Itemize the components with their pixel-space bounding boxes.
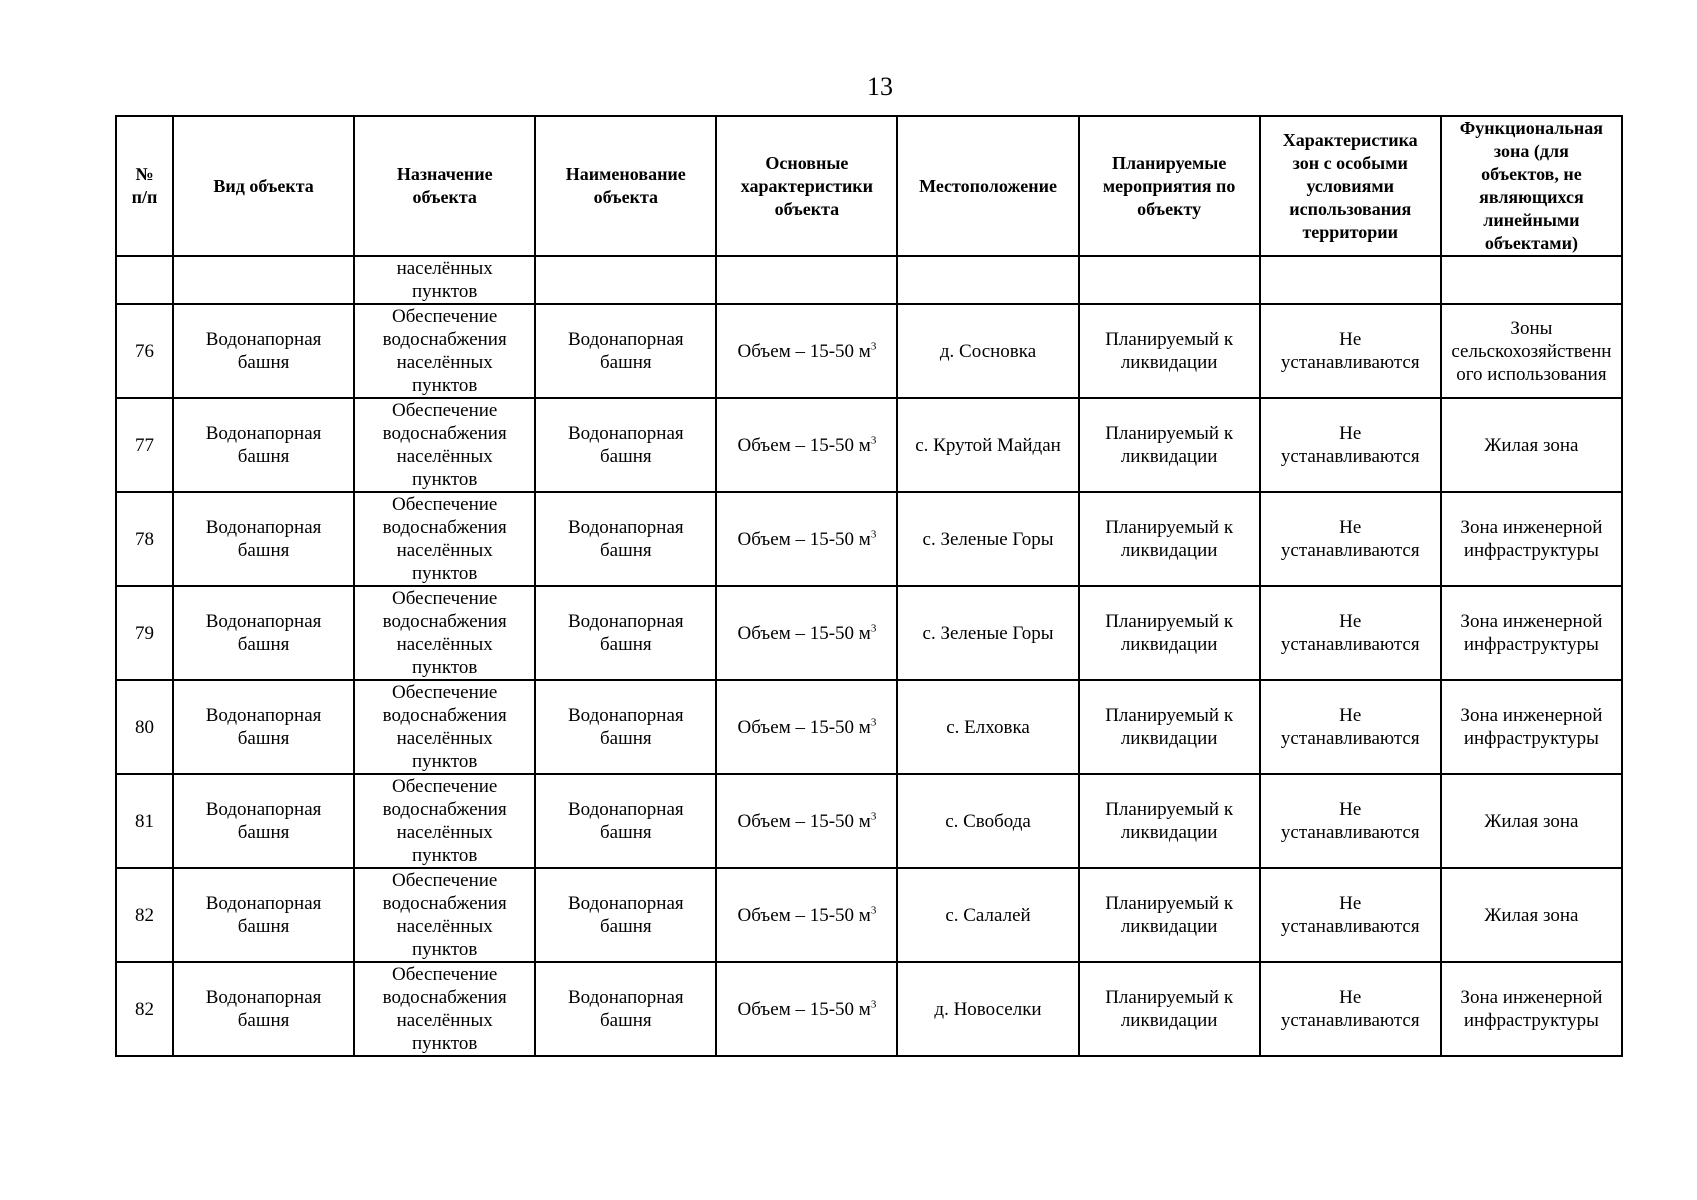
- cell-line: зон с особыми: [1292, 152, 1408, 173]
- cell-line: Водонапорная: [567, 517, 684, 538]
- cell-line: башня: [599, 728, 652, 749]
- cell-line: башня: [599, 1010, 652, 1031]
- table-row: [116, 586, 1622, 680]
- cell-line: Планируемый к: [1105, 423, 1234, 444]
- cell-line: Назначение: [396, 164, 493, 184]
- cell-line: объектами): [1484, 233, 1578, 253]
- cell-line: башня: [599, 446, 652, 467]
- cell-line: населённых: [396, 1010, 493, 1031]
- characteristics-text: Объем – 15-50 м: [737, 810, 871, 832]
- cell-line: Обеспечение: [392, 400, 498, 421]
- cell-line: пунктов: [412, 751, 478, 772]
- cell-line: Не: [1339, 987, 1362, 1008]
- cell-characteristics: [716, 492, 897, 586]
- unit-superscript: 3: [870, 528, 877, 541]
- cell-num: 78: [116, 492, 173, 586]
- cell-num: 82: [116, 868, 173, 962]
- cell-line: водоснабжения: [382, 799, 507, 820]
- cell-line: инфраструктуры: [1463, 540, 1599, 561]
- cell-line: башня: [599, 634, 652, 655]
- cell-name: [535, 680, 716, 774]
- cell-line: Характеристика: [1282, 129, 1418, 150]
- cell-type: [173, 256, 354, 304]
- cell-planned: [1079, 586, 1260, 680]
- header-type: [173, 116, 354, 256]
- cell-line: башня: [599, 540, 652, 561]
- cell-line: объектов, не: [1481, 164, 1582, 184]
- cell-line: объекта: [593, 187, 659, 207]
- cell-func-zone: [1441, 774, 1622, 868]
- cell-line: башня: [237, 446, 290, 467]
- cell-line: населённых: [396, 634, 493, 655]
- cell-line: Обеспечение: [392, 494, 498, 515]
- cell-line: водоснабжения: [382, 611, 507, 632]
- cell-line: Водонапорная: [205, 423, 322, 444]
- cell-line: сельскохозяйственн: [1451, 340, 1612, 362]
- cell-line: населённых: [396, 258, 493, 279]
- cell-line: инфраструктуры: [1463, 728, 1599, 749]
- cell-line: инфраструктуры: [1463, 1010, 1599, 1031]
- table-row: [116, 304, 1622, 398]
- cell-line: Планируемый к: [1105, 705, 1234, 726]
- cell-line: пунктов: [412, 845, 478, 866]
- characteristics-text: Объем – 15-50 м: [737, 716, 871, 738]
- cell-line: населённых: [396, 822, 493, 843]
- cell-line: п/п: [131, 187, 158, 207]
- cell-num: 80: [116, 680, 173, 774]
- cell-line: ликвидации: [1120, 1010, 1218, 1031]
- cell-line: Местоположение: [919, 175, 1057, 196]
- cell-line: устанавливаются: [1280, 634, 1420, 655]
- cell-characteristics: [716, 774, 897, 868]
- cell-line: башня: [237, 634, 290, 655]
- cell-line: Обеспечение: [392, 306, 498, 327]
- header-num: [116, 116, 173, 256]
- cell-line: устанавливаются: [1280, 916, 1420, 937]
- cell-func-zone: [1441, 586, 1622, 680]
- header-characteristics: [716, 116, 897, 256]
- cell-func-zone: [1441, 256, 1622, 304]
- cell-line: ликвидации: [1120, 634, 1218, 655]
- cell-line: Водонапорная: [567, 611, 684, 632]
- cell-line: Не: [1339, 705, 1362, 726]
- cell-func-zone: [1441, 492, 1622, 586]
- cell-line: Зона инженерной: [1460, 611, 1603, 632]
- cell-type: [173, 586, 354, 680]
- cell-line: башня: [237, 540, 290, 561]
- cell-line: пунктов: [412, 657, 478, 678]
- unit-superscript: 3: [870, 998, 877, 1011]
- cell-line: №: [135, 164, 154, 184]
- cell-line: Водонапорная: [205, 705, 322, 726]
- cell-num: 81: [116, 774, 173, 868]
- cell-purpose: [354, 492, 535, 586]
- cell-line: пунктов: [412, 939, 478, 960]
- cell-line: Не: [1339, 517, 1362, 538]
- cell-planned: [1079, 680, 1260, 774]
- cell-func-zone: [1441, 962, 1622, 1056]
- cell-func-zone: [1441, 398, 1622, 492]
- cell-type: [173, 492, 354, 586]
- characteristics-text: Объем – 15-50 м: [737, 622, 871, 644]
- cell-func-zone: [1441, 868, 1622, 962]
- header-func-zone: [1441, 116, 1622, 256]
- unit-superscript: 3: [870, 434, 877, 447]
- cell-line: Водонапорная: [567, 329, 684, 350]
- cell-line: устанавливаются: [1280, 446, 1420, 467]
- cell-line: водоснабжения: [382, 329, 507, 350]
- cell-line: Водонапорная: [567, 799, 684, 820]
- cell-purpose: [354, 680, 535, 774]
- objects-table: [115, 115, 1623, 1057]
- cell-line: устанавливаются: [1280, 352, 1420, 373]
- header-location: [897, 116, 1078, 256]
- characteristics-text: Объем – 15-50 м: [737, 434, 871, 456]
- cell-line: пунктов: [412, 469, 478, 490]
- cell-zones: [1260, 492, 1441, 586]
- header-zones: [1260, 116, 1441, 256]
- cell-type: [173, 962, 354, 1056]
- cell-type: [173, 868, 354, 962]
- cell-line: Зона инженерной: [1460, 987, 1603, 1008]
- cell-line: Основные: [765, 152, 849, 173]
- characteristics-text: Объем – 15-50 м: [737, 998, 871, 1020]
- cell-name: [535, 492, 716, 586]
- table-header-row: [116, 116, 1622, 256]
- cell-line: территории: [1302, 221, 1399, 242]
- cell-num: 76: [116, 304, 173, 398]
- cell-line: пунктов: [412, 281, 478, 302]
- cell-type: [173, 680, 354, 774]
- cell-zones: [1260, 586, 1441, 680]
- cell-line: Планируемый к: [1105, 893, 1234, 914]
- cell-planned: [1079, 398, 1260, 492]
- cell-location: д. Сосновка: [897, 304, 1078, 398]
- cell-line: населённых: [396, 540, 493, 561]
- cell-line: водоснабжения: [382, 517, 507, 538]
- cell-zones: [1260, 304, 1441, 398]
- cell-characteristics: [716, 962, 897, 1056]
- cell-line: населённых: [396, 446, 493, 467]
- cell-characteristics: [716, 868, 897, 962]
- cell-line: водоснабжения: [382, 987, 507, 1008]
- cell-line: башня: [237, 1010, 290, 1031]
- cell-line: устанавливаются: [1280, 728, 1420, 749]
- cell-line: Планируемые: [1111, 152, 1227, 173]
- unit-superscript: 3: [870, 716, 877, 729]
- cell-line: являющихся: [1479, 187, 1584, 207]
- table-row: [116, 398, 1622, 492]
- cell-planned: [1079, 962, 1260, 1056]
- cell-line: башня: [237, 822, 290, 843]
- cell-purpose: [354, 868, 535, 962]
- cell-location: с. Зеленые Горы: [897, 586, 1078, 680]
- cell-line: Водонапорная: [205, 893, 322, 914]
- cell-line: Обеспечение: [392, 776, 498, 797]
- header-planned: [1079, 116, 1260, 256]
- cell-line: устанавливаются: [1280, 822, 1420, 843]
- cell-line: ого использования: [1456, 363, 1607, 385]
- cell-line: населённых: [396, 916, 493, 937]
- cell-line: инфраструктуры: [1463, 634, 1599, 655]
- cell-characteristics: [716, 256, 897, 304]
- table-row: [116, 680, 1622, 774]
- cell-line: характеристики: [740, 175, 874, 196]
- cell-line: зона (для: [1493, 141, 1569, 161]
- cell-type: [173, 398, 354, 492]
- cell-zones: [1260, 868, 1441, 962]
- cell-line: ликвидации: [1120, 728, 1218, 749]
- cell-name: [535, 586, 716, 680]
- cell-line: Водонапорная: [567, 423, 684, 444]
- cell-line: Зона инженерной: [1460, 705, 1603, 726]
- unit-superscript: 3: [870, 810, 877, 823]
- cell-line: водоснабжения: [382, 705, 507, 726]
- cell-line: Обеспечение: [392, 964, 498, 985]
- cell-line: башня: [599, 352, 652, 373]
- cell-line: Вид объекта: [213, 175, 314, 196]
- characteristics-text: Объем – 15-50 м: [737, 904, 871, 926]
- cell-line: Планируемый к: [1105, 799, 1234, 820]
- cell-num: 82: [116, 962, 173, 1056]
- table-row: [116, 492, 1622, 586]
- cell-line: башня: [599, 822, 652, 843]
- cell-line: пунктов: [412, 1033, 478, 1054]
- cell-line: Наименование: [565, 164, 686, 184]
- cell-line: Планируемый к: [1105, 611, 1234, 632]
- cell-line: Зона инженерной: [1460, 517, 1603, 538]
- cell-purpose: [354, 774, 535, 868]
- cell-line: устанавливаются: [1280, 540, 1420, 561]
- cell-line: населённых: [396, 728, 493, 749]
- cell-characteristics: [716, 680, 897, 774]
- cell-planned: [1079, 774, 1260, 868]
- cell-characteristics: [716, 398, 897, 492]
- table-row: [116, 868, 1622, 962]
- cell-characteristics: [716, 304, 897, 398]
- cell-characteristics: [716, 586, 897, 680]
- characteristics-text: Объем – 15-50 м: [737, 528, 871, 550]
- cell-line: башня: [237, 916, 290, 937]
- cell-name: [535, 868, 716, 962]
- cell-line: Не: [1339, 893, 1362, 914]
- cell-zones: [1260, 962, 1441, 1056]
- cell-num: 79: [116, 586, 173, 680]
- cell-zones: [1260, 774, 1441, 868]
- cell-purpose: [354, 586, 535, 680]
- unit-superscript: 3: [870, 904, 877, 917]
- cell-line: пунктов: [412, 375, 478, 396]
- cell-line: условиями: [1306, 175, 1395, 196]
- cell-line: ликвидации: [1120, 916, 1218, 937]
- cell-line: Зоны: [1510, 317, 1553, 339]
- cell-line: Водонапорная: [205, 329, 322, 350]
- cell-line: устанавливаются: [1280, 1010, 1420, 1031]
- cell-name: [535, 398, 716, 492]
- cell-line: Водонапорная: [205, 611, 322, 632]
- cell-line: мероприятия по: [1102, 175, 1236, 196]
- cell-line: Водонапорная: [567, 987, 684, 1008]
- cell-line: Функциональная: [1459, 118, 1603, 138]
- cell-line: Жилая зона: [1484, 434, 1579, 456]
- cell-zones: [1260, 256, 1441, 304]
- cell-line: Жилая зона: [1484, 904, 1579, 926]
- cell-location: с. Крутой Майдан: [897, 398, 1078, 492]
- cell-line: башня: [237, 352, 290, 373]
- page-number: 13: [867, 72, 893, 101]
- cell-name: [535, 256, 716, 304]
- cell-line: башня: [237, 728, 290, 749]
- cell-line: Планируемый к: [1105, 517, 1234, 538]
- cell-line: Не: [1339, 799, 1362, 820]
- cell-purpose: [354, 304, 535, 398]
- cell-line: Обеспечение: [392, 682, 498, 703]
- cell-line: Не: [1339, 329, 1362, 350]
- cell-line: водоснабжения: [382, 893, 507, 914]
- table-row: [116, 962, 1622, 1056]
- cell-line: Водонапорная: [205, 987, 322, 1008]
- cell-purpose: [354, 398, 535, 492]
- cell-line: Не: [1339, 611, 1362, 632]
- cell-name: [535, 962, 716, 1056]
- cell-num: [116, 256, 173, 304]
- cell-line: Планируемый к: [1105, 987, 1234, 1008]
- cell-purpose: [354, 256, 535, 304]
- cell-func-zone: [1441, 304, 1622, 398]
- cell-location: [897, 256, 1078, 304]
- characteristics-text: Объем – 15-50 м: [737, 340, 871, 362]
- cell-type: [173, 774, 354, 868]
- cell-name: [535, 304, 716, 398]
- cell-line: Водонапорная: [205, 517, 322, 538]
- cell-line: использования: [1289, 198, 1412, 219]
- unit-superscript: 3: [870, 622, 877, 635]
- cell-location: с. Свобода: [897, 774, 1078, 868]
- cell-purpose: [354, 962, 535, 1056]
- cell-zones: [1260, 680, 1441, 774]
- cell-func-zone: [1441, 680, 1622, 774]
- cell-line: объекта: [412, 187, 477, 207]
- table-row: [116, 774, 1622, 868]
- cell-line: Водонапорная: [205, 799, 322, 820]
- cell-line: населённых: [396, 352, 493, 373]
- cell-planned: [1079, 492, 1260, 586]
- unit-superscript: 3: [870, 340, 877, 353]
- cell-location: с. Зеленые Горы: [897, 492, 1078, 586]
- cell-line: объекта: [774, 198, 840, 219]
- header-purpose: [354, 116, 535, 256]
- cell-location: д. Новоселки: [897, 962, 1078, 1056]
- cell-line: Обеспечение: [392, 870, 498, 891]
- cell-location: с. Салалей: [897, 868, 1078, 962]
- cell-line: Планируемый к: [1105, 329, 1234, 350]
- cell-planned: [1079, 868, 1260, 962]
- cell-line: Обеспечение: [392, 588, 498, 609]
- cell-line: Водонапорная: [567, 893, 684, 914]
- cell-planned: [1079, 256, 1260, 304]
- cell-line: башня: [599, 916, 652, 937]
- cell-line: ликвидации: [1120, 352, 1218, 373]
- cell-type: [173, 304, 354, 398]
- cell-line: линейными: [1483, 210, 1580, 230]
- cell-num: 77: [116, 398, 173, 492]
- cell-line: ликвидации: [1120, 822, 1218, 843]
- cell-line: ликвидации: [1120, 540, 1218, 561]
- cell-line: водоснабжения: [382, 423, 507, 444]
- cell-line: ликвидации: [1120, 446, 1218, 467]
- header-name: [535, 116, 716, 256]
- cell-line: пунктов: [412, 563, 478, 584]
- cell-location: с. Елховка: [897, 680, 1078, 774]
- continuation-row: [116, 256, 1622, 304]
- cell-line: объекту: [1137, 198, 1202, 219]
- cell-name: [535, 774, 716, 868]
- cell-zones: [1260, 398, 1441, 492]
- cell-line: Жилая зона: [1484, 810, 1579, 832]
- cell-line: Водонапорная: [567, 705, 684, 726]
- cell-line: Не: [1339, 423, 1362, 444]
- cell-planned: [1079, 304, 1260, 398]
